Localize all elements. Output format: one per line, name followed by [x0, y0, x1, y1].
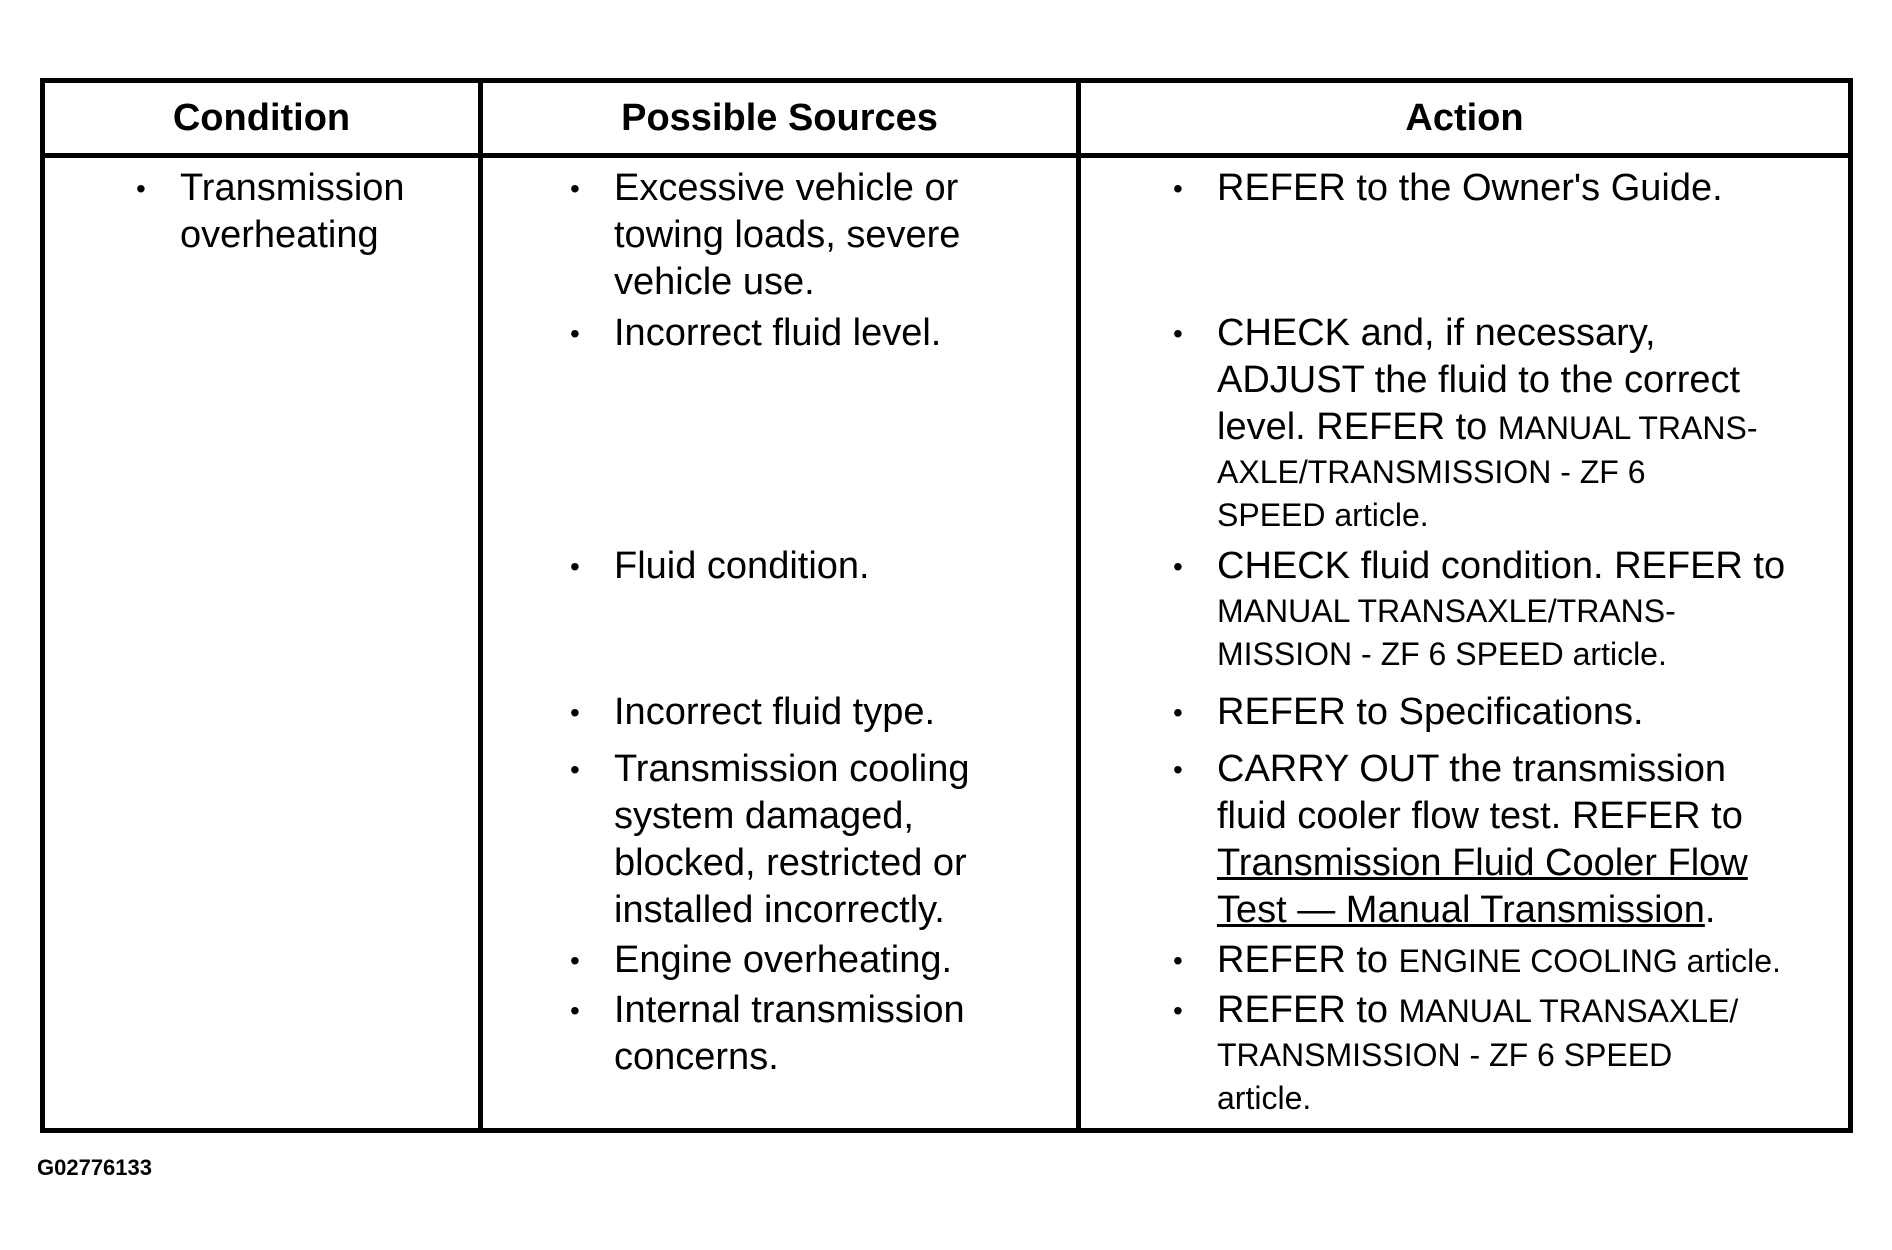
bullet-icon: • — [136, 173, 146, 204]
bullet-icon: • — [1173, 318, 1183, 349]
action-item-check-condition: CHECK fluid condition. REFER to MANUAL TRANSAXLE/TRANS- MISSION - ZF 6 SPEED article. — [1217, 545, 1786, 672]
bullet-icon: • — [1173, 697, 1183, 728]
column-divider — [478, 83, 483, 1128]
bullet-icon: • — [570, 697, 580, 728]
action-item-engine-cooling: REFER to ENGINE COOLING article. — [1217, 939, 1781, 981]
action-item-flow-test: CARRY OUT the transmission fluid cooler flow test. REFER to Transmission Fluid Cooler Flow Test — Manual Transmission. — [1217, 748, 1748, 931]
flow-test-link[interactable]: Transmission Fluid Cooler Flow — [1217, 842, 1748, 884]
source-item-excessive-loads: Excessive vehicle or towing loads, severe vehicle use. — [614, 167, 961, 303]
source-item-fluid-condition: Fluid condition. — [614, 545, 870, 587]
source-item-fluid-type: Incorrect fluid type. — [614, 691, 936, 733]
source-item-engine-overheating: Engine overheating. — [614, 939, 953, 981]
action-item-owners-guide: REFER to the Owner's Guide. — [1217, 167, 1723, 209]
bullet-icon: • — [570, 995, 580, 1026]
column-divider — [1076, 83, 1081, 1128]
condition-text: Transmission overheating — [180, 167, 405, 256]
bullet-icon: • — [1173, 945, 1183, 976]
troubleshooting-table — [40, 78, 1853, 1133]
action-item-specifications: REFER to Specifications. — [1217, 691, 1644, 733]
header-action: Action — [1405, 96, 1524, 139]
bullet-icon: • — [570, 318, 580, 349]
action-item-manual-transaxle: REFER to MANUAL TRANSAXLE/ TRANSMISSION - ZF 6 SPEED article. — [1217, 989, 1739, 1116]
bullet-icon: • — [1173, 173, 1183, 204]
header-possible-sources: Possible Sources — [621, 96, 938, 139]
figure-id: G02776133 — [37, 1155, 152, 1180]
source-item-cooling-system: Transmission cooling system damaged, blocked, restricted or installed incorrectly. — [614, 748, 970, 931]
header-condition: Condition — [172, 96, 351, 139]
action-item-adjust-fluid: CHECK and, if necessary, ADJUST the fluid to the correct level. REFER to MANUAL TRANS- AXLE/TRANSMISSION - ZF 6 SPEED article. — [1217, 312, 1758, 533]
bullet-icon: • — [570, 945, 580, 976]
header-divider — [45, 153, 1848, 158]
bullet-icon: • — [1173, 551, 1183, 582]
source-item-fluid-level: Incorrect fluid level. — [614, 312, 942, 354]
bullet-icon: • — [570, 754, 580, 785]
bullet-icon: • — [570, 551, 580, 582]
bullet-icon: • — [570, 173, 580, 204]
source-item-internal-concerns: Internal transmission concerns. — [614, 989, 965, 1078]
bullet-icon: • — [1173, 754, 1183, 785]
bullet-icon: • — [1173, 995, 1183, 1026]
flow-test-link[interactable]: Test — Manual Transmission — [1217, 889, 1705, 931]
